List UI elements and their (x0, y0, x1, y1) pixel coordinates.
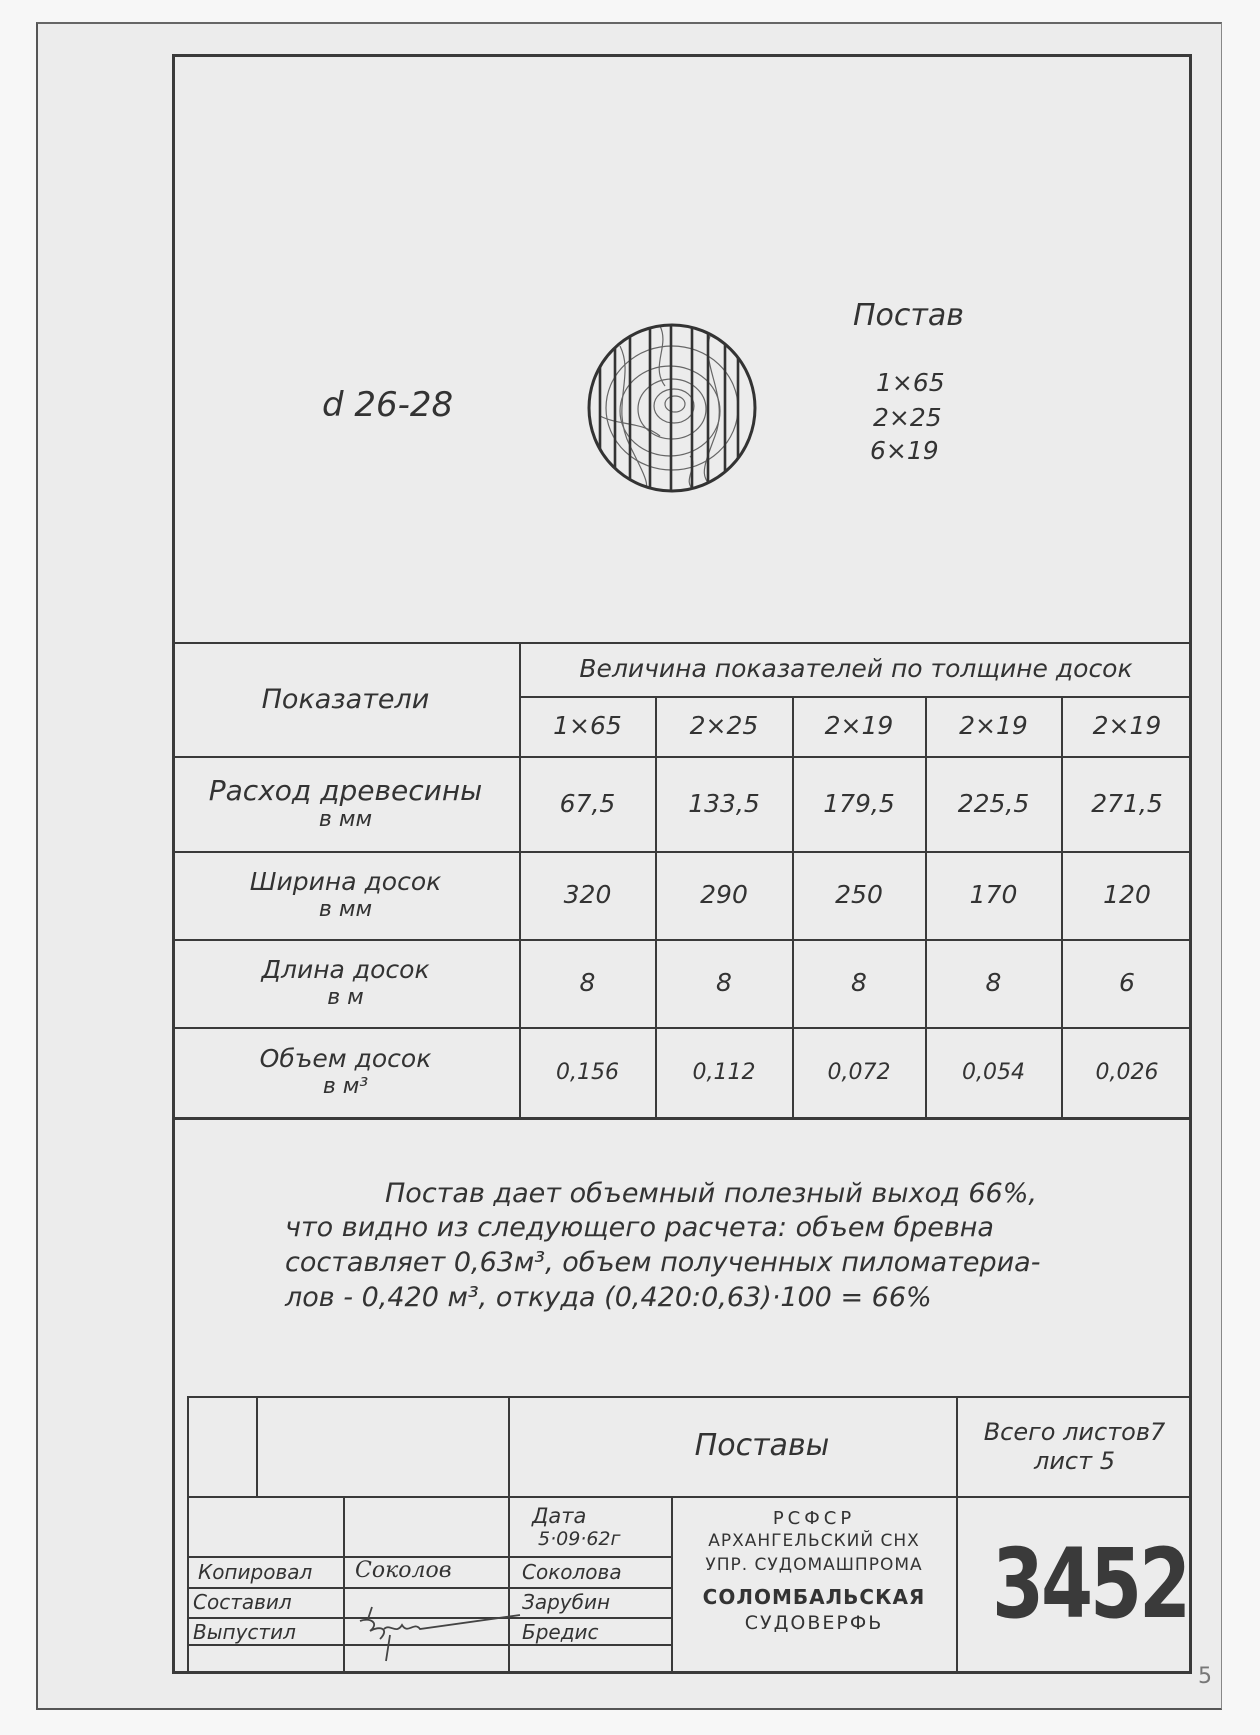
org-line: УПР. СУДОМАШПРОМА (705, 1555, 923, 1575)
column-header: 2×19 (1092, 711, 1162, 741)
title-block-line (188, 1496, 1192, 1498)
table-cell: 170 (969, 880, 1018, 910)
log-cross-section-icon (580, 316, 764, 500)
column-header: 2×19 (824, 711, 894, 741)
table-cell: 0,112 (692, 1059, 756, 1085)
sheets-total: Всего листов7 (983, 1417, 1166, 1446)
table-cell: 250 (835, 880, 883, 910)
table-cell: 320 (563, 880, 612, 910)
postav-item: 6×19 (870, 436, 939, 465)
title-block-line (188, 1587, 672, 1589)
table-cell: 0,054 (962, 1059, 1025, 1085)
row-label: Длина досок (261, 955, 430, 985)
table-cell: 8 (985, 968, 1002, 998)
signature-scribble-icon (350, 1605, 530, 1665)
table-row-label (172, 757, 519, 851)
note-line: лов - 0,420 м³, откуда (0,420:0,63)·100 = 66% (285, 1282, 932, 1313)
role-label: Составил (193, 1590, 292, 1614)
diameter-label: d 26-28 (322, 385, 454, 425)
date-value: 5·09·62г (538, 1528, 621, 1550)
table-row-label (172, 852, 519, 939)
sheet-number: лист 5 (1033, 1446, 1115, 1475)
table-cell: 8 (579, 968, 596, 998)
table-cell: 0,026 (1095, 1059, 1159, 1085)
drawing-title: Поставы (694, 1428, 830, 1464)
table-cell: 0,156 (556, 1059, 619, 1085)
row-unit: в мм (318, 807, 373, 833)
note-line: что видно из следующего расчета: объем бревна (285, 1212, 994, 1243)
table-line (172, 1117, 1192, 1120)
row-unit: в мм (318, 897, 373, 923)
org-line: СОЛОМБАЛЬСКАЯ (702, 1585, 926, 1609)
row-header: Показатели (261, 683, 430, 715)
role-label: Копировал (198, 1560, 313, 1584)
table-cell: 120 (1103, 880, 1151, 910)
table-cell: 8 (716, 968, 732, 998)
note-line: Постав дает объемный полезный выход 66%, (385, 1178, 1037, 1209)
table-cell: 225,5 (957, 788, 1030, 818)
signature: Соколов (355, 1558, 452, 1583)
sheet-info (957, 1397, 1192, 1496)
role-label: Выпустил (193, 1620, 296, 1644)
postav-item: 2×25 (873, 403, 942, 432)
row-label: Ширина досок (249, 867, 442, 897)
table-cell: 6 (1119, 968, 1135, 998)
table-cell: 8 (851, 968, 867, 998)
date-label: Дата (532, 1504, 587, 1528)
table-row-label (172, 1028, 519, 1117)
row-label: Объем досок (259, 1044, 432, 1074)
postav-item: 1×65 (876, 368, 945, 397)
person-name: Бредис (522, 1620, 599, 1644)
title-block-line (343, 1496, 345, 1674)
title-block-line (256, 1396, 258, 1496)
table-row-label (172, 940, 519, 1027)
person-name: Соколова (522, 1560, 622, 1584)
table-cell: 290 (700, 880, 748, 910)
table-cell: 0,072 (827, 1059, 891, 1085)
table-cell: 179,5 (823, 788, 895, 818)
row-unit: в м (327, 985, 364, 1011)
row-label: Расход древесины (208, 774, 483, 808)
person-name: Зарубин (522, 1590, 611, 1614)
column-header: 2×19 (959, 711, 1028, 741)
org-line: АРХАНГЕЛЬСКИЙ СНХ (708, 1531, 920, 1551)
margin-mark: 5 (1198, 1664, 1212, 1689)
drawing-number: 3452 (992, 1528, 1188, 1640)
org-line: СУДОВЕРФЬ (744, 1612, 884, 1634)
table-cell: 133,5 (688, 788, 760, 818)
column-header: 2×25 (689, 711, 759, 741)
row-unit: в м³ (322, 1074, 369, 1100)
note-line: составляет 0,63м³, объем полученных пиломатериа- (285, 1247, 1041, 1278)
org-line: РСФСР (772, 1508, 856, 1529)
table-cell: 271,5 (1091, 788, 1163, 818)
group-header: Величина показателей по толщине досок (579, 654, 1133, 684)
column-header: 1×65 (553, 711, 622, 741)
table-cell: 67,5 (559, 788, 616, 818)
title-block-line (187, 1396, 189, 1674)
postav-title: Постав (853, 298, 964, 333)
